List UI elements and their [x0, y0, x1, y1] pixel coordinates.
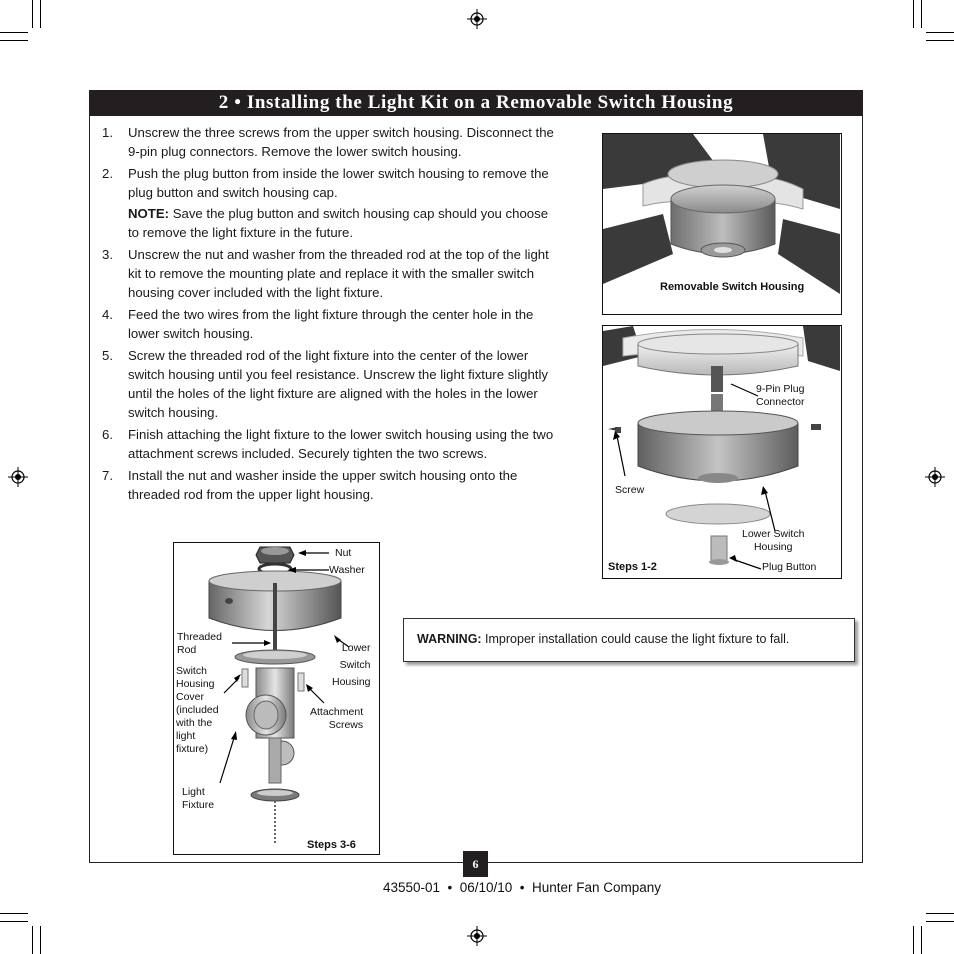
- light-fixture-label-line: Light: [182, 786, 205, 798]
- list-item: [102, 123, 557, 161]
- connector-label: [756, 383, 804, 409]
- step-text: Finish attaching the light fixture to the lower switch housing using the two attachment screws included. Securely tighten the two screws.: [128, 427, 554, 461]
- list-item: [102, 164, 557, 242]
- step-text: Install the nut and washer inside the upper switch housing onto the threaded rod from the upper light housing.: [128, 468, 518, 502]
- instruction-list: [102, 123, 557, 507]
- switch-housing-cover-label: [176, 665, 219, 756]
- crop-mark: [40, 0, 41, 28]
- crop-mark: [926, 40, 954, 41]
- figure-caption: Removable Switch Housing: [660, 281, 805, 293]
- registration-mark-icon: [467, 9, 487, 29]
- connector-label-line: Connector: [756, 396, 805, 408]
- step-number: 2.: [102, 166, 113, 181]
- step-number: 3.: [102, 247, 113, 262]
- cover-label-line: with the: [176, 717, 213, 729]
- cover-label-line: fixture): [176, 743, 209, 755]
- crop-mark: [40, 926, 41, 954]
- crop-mark: [926, 921, 954, 922]
- step-text: Screw the threaded rod of the light fixture into the center of the lower switch housing until you feel resistance. Unscrew the light fixture slightly until the holes of the light fixture are aligned with the holes in the lower switch housing.: [128, 348, 548, 420]
- list-item: [102, 346, 557, 422]
- warning-box: [403, 618, 855, 662]
- washer-label: Washer: [329, 564, 365, 576]
- page-number: 6: [463, 851, 488, 877]
- crop-mark: [913, 926, 914, 954]
- lower-switch-housing-label: [332, 640, 371, 691]
- crop-mark: [926, 913, 954, 914]
- figure-steps-3-6: [173, 542, 380, 855]
- light-fixture-label: [182, 786, 214, 812]
- footer: [0, 880, 954, 895]
- registration-mark-icon: [8, 467, 28, 487]
- lower-switch-housing-label-line: Lower: [341, 642, 371, 654]
- section-title: 2 • Installing the Light Kit on a Removable Switch Housing: [89, 90, 863, 116]
- crop-mark: [921, 0, 922, 28]
- step-text: Unscrew the nut and washer from the threaded rod at the top of the light kit to remove the mounting plate and replace it with the smaller switch housing cover included with the light fixture.: [128, 247, 549, 300]
- connector-label-line: 9-Pin Plug: [756, 383, 805, 395]
- lower-switch-housing-label-line: Housing: [332, 676, 371, 688]
- lower-housing-label-line: Lower Switch: [742, 528, 805, 540]
- cover-label-line: Housing: [176, 678, 215, 690]
- list-item: [102, 305, 557, 343]
- screw-label: Screw: [615, 484, 645, 496]
- threaded-rod-label: [177, 631, 222, 657]
- step-number: 6.: [102, 427, 113, 442]
- registration-mark-icon: [925, 467, 945, 487]
- footer-text: 43550-01 • 06/10/10 • Hunter Fan Company: [382, 880, 662, 895]
- registration-mark-icon: [467, 926, 487, 946]
- step-number: 4.: [102, 307, 113, 322]
- attachment-screws-label-line: Attachment: [310, 706, 364, 718]
- light-fixture-label-line: Fixture: [182, 799, 215, 811]
- warning-text: Improper installation could cause the light fixture to fall.: [481, 632, 790, 646]
- crop-mark: [32, 926, 33, 954]
- step-number: 5.: [102, 348, 113, 363]
- crop-mark: [0, 32, 28, 33]
- lower-housing-label-line: Housing: [753, 541, 793, 553]
- step-number: 7.: [102, 468, 113, 483]
- note: [128, 204, 557, 242]
- list-item: [102, 245, 557, 302]
- crop-mark: [0, 40, 28, 41]
- crop-mark: [926, 32, 954, 33]
- attachment-screws-label-line: Screws: [328, 719, 364, 731]
- note-text: Save the plug button and switch housing cap should you choose to remove the light fixture in the future.: [128, 206, 549, 240]
- note-label: NOTE:: [128, 206, 170, 221]
- lower-housing-label: [742, 528, 804, 554]
- step-number: 1.: [102, 125, 113, 140]
- figure-caption: Steps 3-6: [307, 839, 356, 851]
- threaded-rod-label-line: Rod: [177, 644, 197, 656]
- crop-mark: [913, 0, 914, 28]
- warning-label: WARNING:: [417, 632, 482, 646]
- lower-switch-housing-label-line: Switch: [339, 659, 371, 671]
- crop-mark: [0, 913, 28, 914]
- step-text: Unscrew the three screws from the upper switch housing. Disconnect the 9-pin plug connectors. Remove the lower switch housing.: [128, 125, 554, 159]
- figure-caption: Steps 1-2: [608, 561, 657, 573]
- figure-steps-1-2: [602, 325, 842, 579]
- figure-switch-housing: [602, 133, 842, 315]
- attachment-screws-label: [310, 706, 363, 732]
- crop-mark: [921, 926, 922, 954]
- plug-button-label: Plug Button: [762, 561, 817, 573]
- cover-label-line: Switch: [176, 665, 207, 677]
- step-text: Push the plug button from inside the lower switch housing to remove the plug button and switch housing cap.: [128, 166, 549, 200]
- list-item: [102, 466, 557, 504]
- list-item: [102, 425, 557, 463]
- crop-mark: [0, 921, 28, 922]
- threaded-rod-label-line: Threaded: [177, 631, 222, 643]
- crop-mark: [32, 0, 33, 28]
- cover-label-line: Cover: [176, 691, 205, 703]
- cover-label-line: light: [176, 730, 196, 742]
- step-text: Feed the two wires from the light fixture through the center hole in the lower switch housing.: [128, 307, 534, 341]
- cover-label-line: (included: [176, 704, 219, 716]
- nut-label: Nut: [335, 547, 352, 559]
